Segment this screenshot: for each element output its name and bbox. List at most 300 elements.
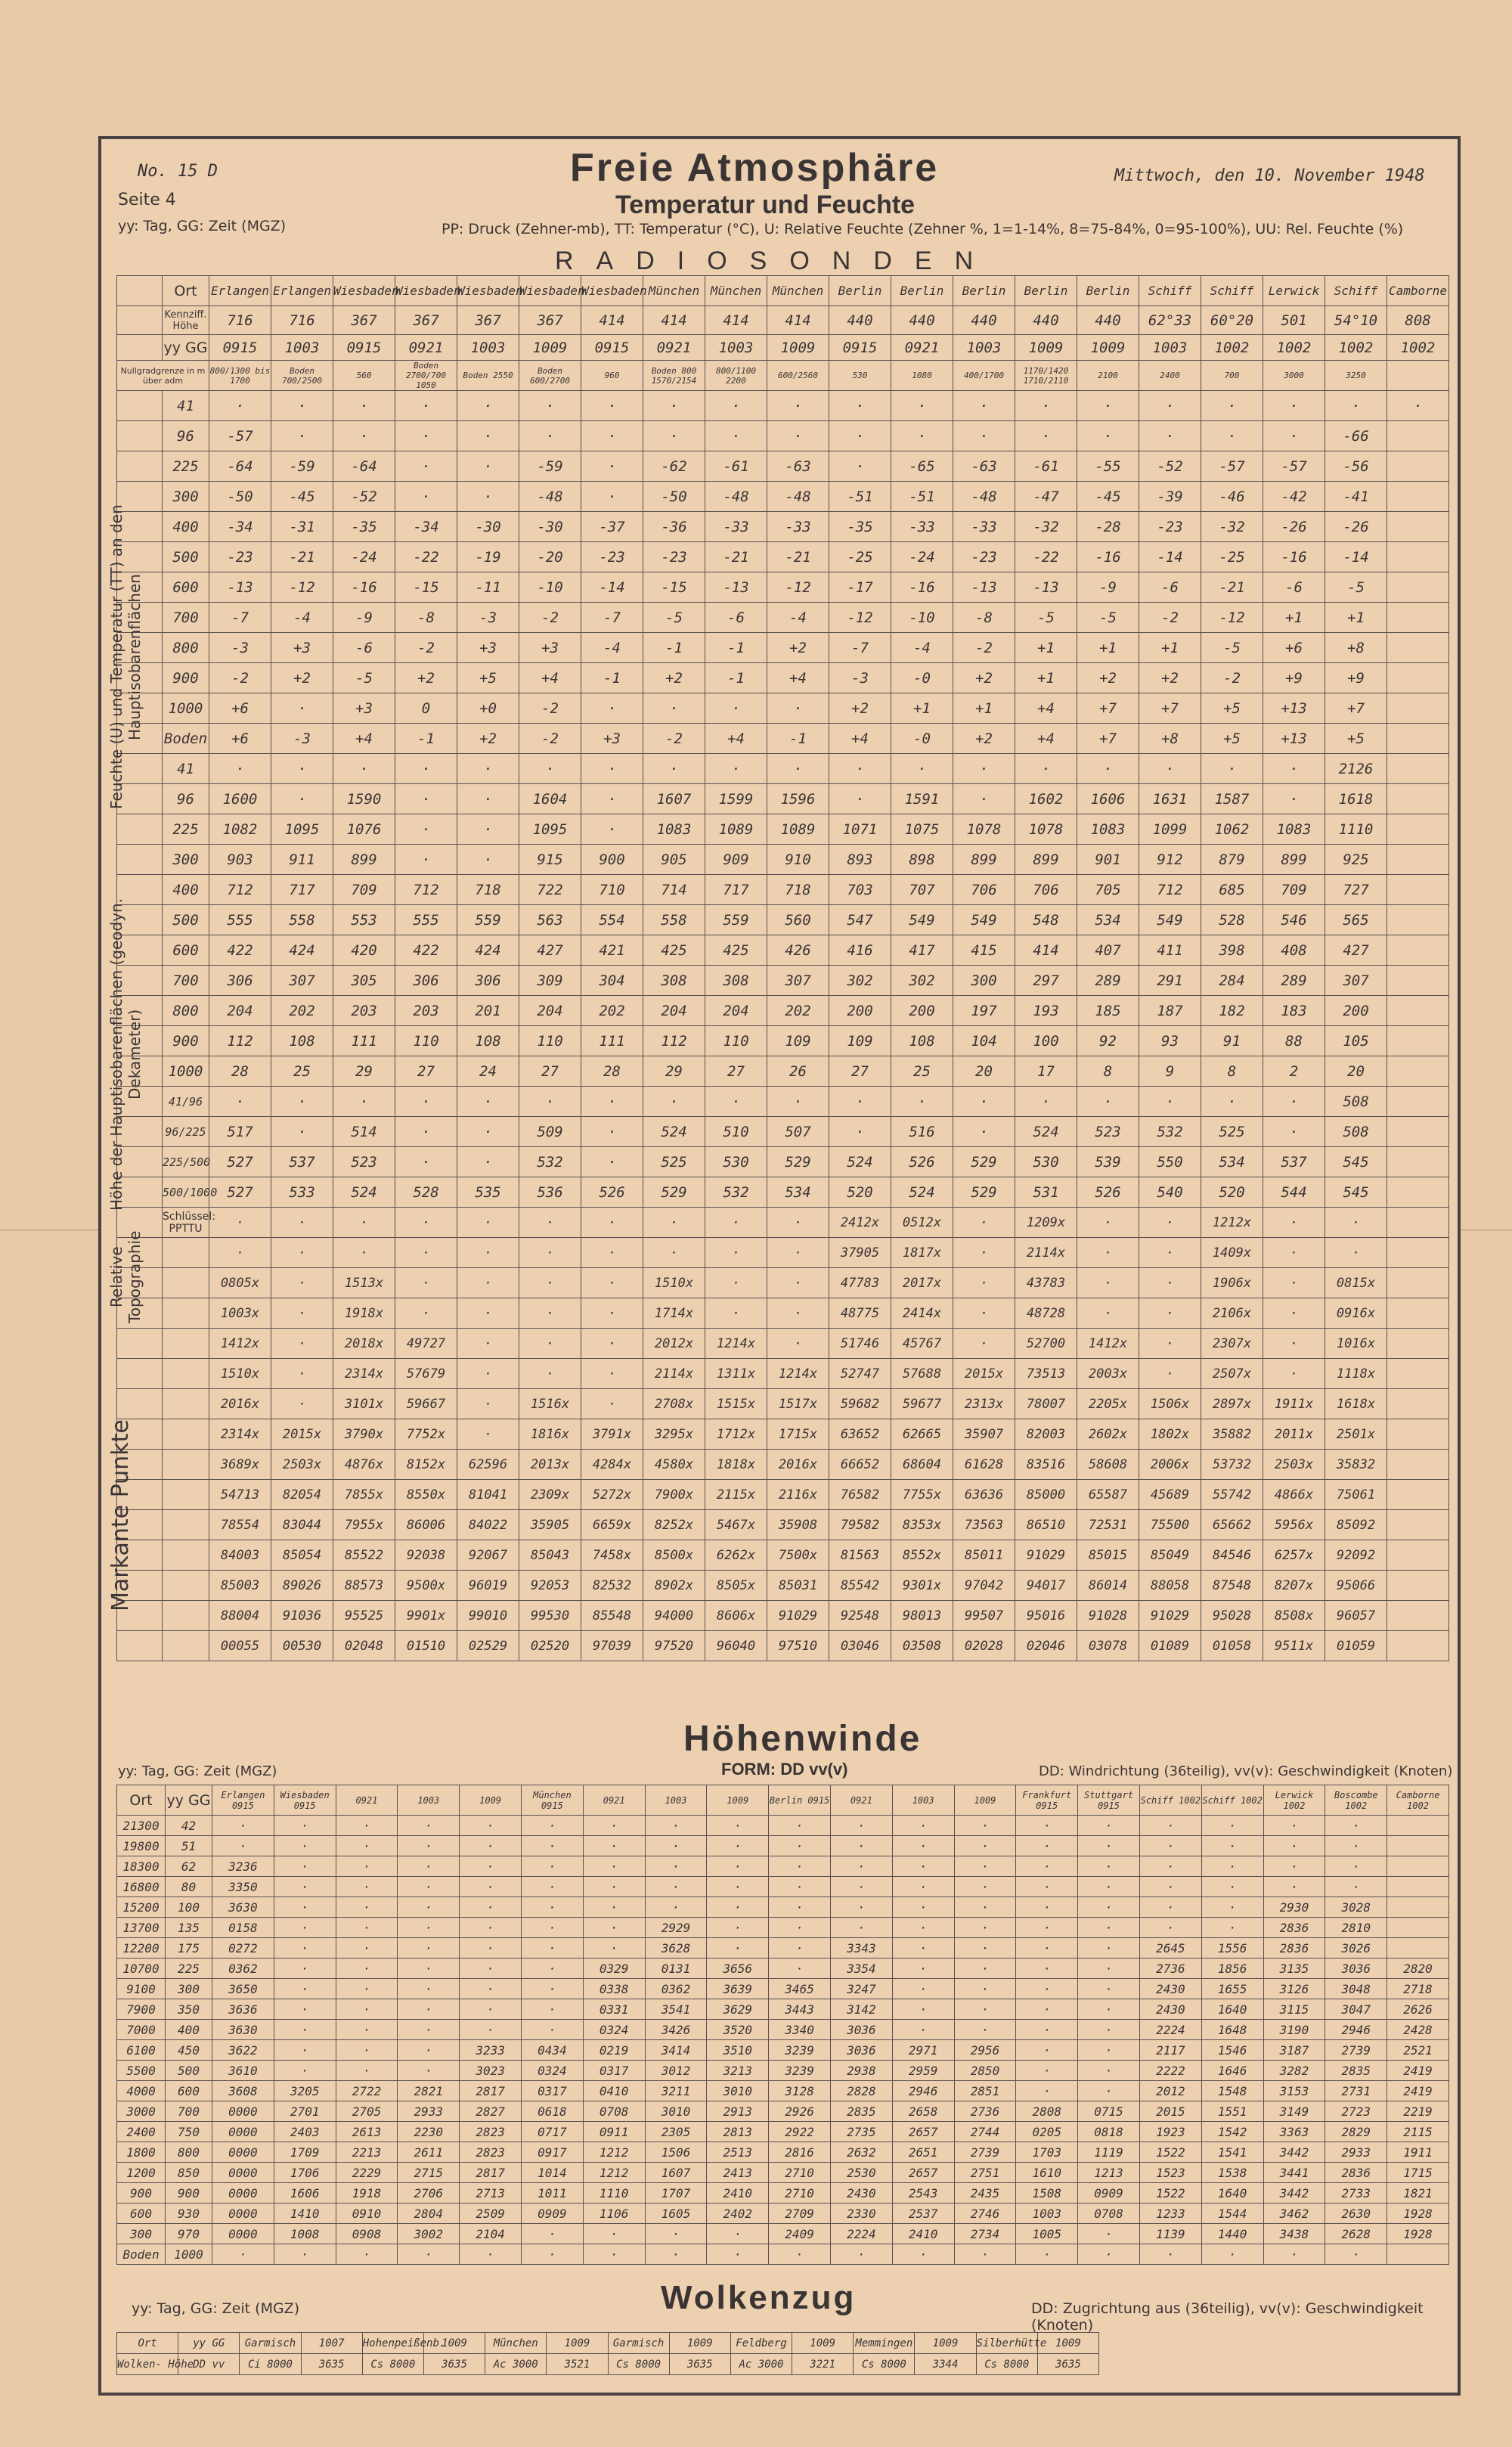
wind-value: · — [212, 1836, 274, 1856]
markant-value: · — [457, 1359, 519, 1389]
rel-level: 225/500 — [163, 1147, 209, 1177]
wind-value: 2922 — [769, 2122, 831, 2142]
geo-height-value: 879 — [1201, 845, 1263, 875]
temp-value: · — [829, 421, 891, 451]
geo-height-value: 109 — [829, 1026, 891, 1056]
wind-value: 3236 — [212, 1856, 274, 1877]
geo-height-value: 718 — [457, 875, 519, 905]
station-height: 414 — [643, 306, 705, 335]
markant-value: 86006 — [395, 1510, 457, 1540]
geo-height-value: 425 — [643, 935, 705, 966]
wind-value: · — [645, 1856, 707, 1877]
wind-value: 2933 — [1325, 2142, 1387, 2163]
rel-topo-value: 524 — [891, 1177, 953, 1208]
wind-value: 1119 — [1078, 2142, 1140, 2163]
rel-topo-value: 526 — [891, 1147, 953, 1177]
geo-height-value: 909 — [705, 845, 767, 875]
wind-height: 21300 — [117, 1816, 166, 1836]
geo-height-value: · — [953, 784, 1015, 814]
geo-height-value: 183 — [1263, 996, 1325, 1026]
wind-value: 1014 — [521, 2163, 583, 2183]
rel-topo-value: 526 — [581, 1177, 643, 1208]
station-name: Camborne — [1387, 276, 1449, 306]
geo-height-value: 420 — [333, 935, 395, 966]
markant-value: 4866x — [1263, 1480, 1325, 1510]
wind-value: · — [460, 1877, 522, 1897]
wind-value: 0000 — [212, 2163, 274, 2183]
rel-topo-value: 525 — [1201, 1117, 1263, 1147]
temp-value: -2 — [1139, 603, 1201, 633]
cloud-header: 1007 — [301, 2333, 362, 2354]
wind-value: · — [892, 1877, 954, 1897]
wind-value: 1410 — [274, 2204, 336, 2224]
geo-height-value: 1083 — [1263, 814, 1325, 845]
temp-value: -12 — [1201, 603, 1263, 633]
wind-value: 3462 — [1263, 2204, 1325, 2224]
wind-value: · — [398, 1938, 460, 1959]
markant-value: 94000 — [643, 1601, 705, 1631]
temp-value: -26 — [1263, 512, 1325, 542]
wind-pressure: 450 — [166, 2040, 212, 2061]
markant-value — [1387, 1480, 1449, 1510]
wind-value: 2613 — [336, 2122, 398, 2142]
markant-value: 35908 — [767, 1510, 829, 1540]
schluessel-label: Schlüssel: PPTTU — [163, 1208, 209, 1238]
wind-value — [1387, 1856, 1449, 1877]
temp-value: · — [891, 421, 953, 451]
station-name: Schiff — [1325, 276, 1387, 306]
cloud-value: 3521 — [547, 2354, 608, 2375]
markant-value: 92067 — [457, 1540, 519, 1571]
rel-topo-value: · — [829, 1117, 891, 1147]
temp-value: -3 — [209, 633, 271, 663]
markant-value: · — [333, 1238, 395, 1268]
temp-value: -10 — [891, 603, 953, 633]
wind-value: · — [1078, 1897, 1140, 1918]
wind-value: 2428 — [1387, 2020, 1449, 2040]
obs-time: 1003 — [271, 335, 333, 361]
wind-ort-label: Ort — [117, 1785, 166, 1816]
wind-value: 3048 — [1325, 1979, 1387, 1999]
markant-value: 96040 — [705, 1631, 767, 1661]
cloud-header: 1009 — [792, 2333, 854, 2354]
obs-time: 1002 — [1201, 335, 1263, 361]
temp-value: -16 — [1263, 542, 1325, 572]
zero-level-value: 600/2560 — [767, 361, 829, 391]
temp-value: · — [333, 391, 395, 421]
temp-value — [1387, 603, 1449, 633]
zero-level-value: 3000 — [1263, 361, 1325, 391]
temp-value: · — [519, 391, 581, 421]
pressure-level: 300 — [163, 845, 209, 875]
cloud-value: Wolken- Höhe — [117, 2354, 178, 2375]
rel-topo-value: 532 — [1139, 1117, 1201, 1147]
wind-value: 3247 — [830, 1979, 892, 1999]
markant-value: · — [519, 1329, 581, 1359]
markant-value: 4580x — [643, 1450, 705, 1480]
temp-value: -24 — [891, 542, 953, 572]
geo-height-value: 17 — [1015, 1056, 1077, 1087]
markant-row — [117, 1389, 1449, 1419]
wind-row — [117, 1979, 1449, 1999]
temp-value: -4 — [581, 633, 643, 663]
markant-value: 02028 — [953, 1631, 1015, 1661]
geo-height-value: 203 — [395, 996, 457, 1026]
geo-height-value: 111 — [333, 1026, 395, 1056]
wind-value: 2626 — [1387, 1999, 1449, 2020]
wind-station: Erlangen 0915 — [212, 1785, 274, 1816]
temp-value: · — [581, 391, 643, 421]
temp-value: -48 — [519, 482, 581, 512]
markant-value: · — [271, 1359, 333, 1389]
wind-value: · — [1078, 2081, 1140, 2101]
temp-value: · — [643, 421, 705, 451]
cloud-value: Cs 8000 — [976, 2354, 1037, 2375]
schluessel-label — [163, 1268, 209, 1298]
station-height: 716 — [271, 306, 333, 335]
geo-height-value: 424 — [271, 935, 333, 966]
wind-height: 12200 — [117, 1938, 166, 1959]
wind-row — [117, 1897, 1449, 1918]
wind-value: 3639 — [707, 1979, 769, 1999]
temp-value: -50 — [643, 482, 705, 512]
wind-value: 2733 — [1325, 2183, 1387, 2204]
markant-value: · — [1139, 1268, 1201, 1298]
markant-value: 79582 — [829, 1510, 891, 1540]
wind-value: · — [1078, 1979, 1140, 1999]
wind-value: · — [460, 1816, 522, 1836]
markant-value: 65587 — [1077, 1480, 1139, 1510]
temp-value: -10 — [519, 572, 581, 603]
markant-value: · — [1263, 1298, 1325, 1329]
section-spacer — [117, 391, 163, 421]
wind-value: · — [1016, 1836, 1078, 1856]
markant-value: 03508 — [891, 1631, 953, 1661]
markant-value: 9511x — [1263, 1631, 1325, 1661]
rel-topo-value: 539 — [1077, 1147, 1139, 1177]
markant-value: 35882 — [1201, 1419, 1263, 1450]
wind-value: 2709 — [769, 2204, 831, 2224]
temp-value: -8 — [395, 603, 457, 633]
markant-value: 8552x — [891, 1540, 953, 1571]
markant-value: 2314x — [209, 1419, 271, 1450]
wind-value: 0317 — [583, 2061, 645, 2081]
kennziffer-label: Kennziff. Höhe — [163, 306, 209, 335]
geo-height-value: · — [457, 784, 519, 814]
wind-value: 1523 — [1139, 2163, 1201, 2183]
wind-value: · — [212, 1816, 274, 1836]
rel-topo-value: · — [395, 1117, 457, 1147]
rel-topo-value: · — [953, 1087, 1015, 1117]
station-height: 440 — [1077, 306, 1139, 335]
markant-value: 45689 — [1139, 1480, 1201, 1510]
geo-height-row — [117, 966, 1449, 996]
markant-row — [117, 1208, 1449, 1238]
rel-topo-value: 535 — [457, 1177, 519, 1208]
cloud-value: Cs 8000 — [608, 2354, 669, 2375]
wind-value: 2926 — [769, 2101, 831, 2122]
geo-height-value: 304 — [581, 966, 643, 996]
wind-value: · — [1325, 1856, 1387, 1877]
wind-value: · — [830, 2244, 892, 2265]
wind-value: 3233 — [460, 2040, 522, 2061]
temp-value: -23 — [643, 542, 705, 572]
wind-value: 2632 — [830, 2142, 892, 2163]
geo-height-value: · — [395, 784, 457, 814]
zero-level-value: 1170/1420 1710/2110 — [1015, 361, 1077, 391]
geo-height-value: 93 — [1139, 1026, 1201, 1056]
wind-height: 1200 — [117, 2163, 166, 2183]
wind-value: 2403 — [274, 2122, 336, 2142]
geo-height-value: 546 — [1263, 905, 1325, 935]
wind-height: 13700 — [117, 1918, 166, 1938]
wind-value: · — [707, 1877, 769, 1897]
schluessel-label — [163, 1389, 209, 1419]
corner-cell — [117, 335, 163, 361]
rel-topo-value: · — [829, 1087, 891, 1117]
geo-height-value: 549 — [953, 905, 1015, 935]
wind-value: 2410 — [892, 2224, 954, 2244]
wind-value: 1548 — [1201, 2081, 1263, 2101]
wind-value: 0000 — [212, 2142, 274, 2163]
markant-row — [117, 1450, 1449, 1480]
geo-height-value: 112 — [643, 1026, 705, 1056]
wind-value: 0717 — [521, 2122, 583, 2142]
geo-height-value: 408 — [1263, 935, 1325, 966]
geo-height-value: 306 — [395, 966, 457, 996]
wind-value: 2513 — [707, 2142, 769, 2163]
markant-value: 97520 — [643, 1631, 705, 1661]
markant-value: 01510 — [395, 1631, 457, 1661]
schluessel-label — [163, 1480, 209, 1510]
markant-value: 95028 — [1201, 1601, 1263, 1631]
temp-value: · — [1387, 391, 1449, 421]
markant-value: 2503x — [271, 1450, 333, 1480]
cloud-value: 3221 — [792, 2354, 854, 2375]
wind-value: 0917 — [521, 2142, 583, 2163]
wind-value: 2971 — [892, 2040, 954, 2061]
wind-value: · — [1325, 1836, 1387, 1856]
geo-height-value: 27 — [705, 1056, 767, 1087]
wind-value: 3520 — [707, 2020, 769, 2040]
wind-value: · — [336, 1979, 398, 1999]
wind-value: 1541 — [1201, 2142, 1263, 2163]
rel-topo-value: 534 — [1201, 1147, 1263, 1177]
wind-value: · — [1201, 2244, 1263, 2265]
temp-value: -22 — [395, 542, 457, 572]
wind-pressure: 500 — [166, 2061, 212, 2081]
geo-height-value: 306 — [209, 966, 271, 996]
wind-value: 3610 — [212, 2061, 274, 2081]
wind-value: · — [521, 2020, 583, 2040]
wind-value: 2821 — [398, 2081, 460, 2101]
wind-height: 15200 — [117, 1897, 166, 1918]
zero-level-value: Boden 800 1570/2154 — [643, 361, 705, 391]
geo-height-value: 925 — [1325, 845, 1387, 875]
wind-value: · — [460, 2020, 522, 2040]
geo-height-value: 25 — [271, 1056, 333, 1087]
wind-station: 1003 — [892, 1785, 954, 1816]
geo-height-value: 905 — [643, 845, 705, 875]
wind-pressure: 135 — [166, 1918, 212, 1938]
temp-value: +6 — [209, 724, 271, 754]
temp-value: -9 — [333, 603, 395, 633]
wind-value: 0911 — [583, 2122, 645, 2142]
wind-value: · — [1016, 1897, 1078, 1918]
wind-value: · — [521, 1856, 583, 1877]
rel-topo-value: 527 — [209, 1147, 271, 1177]
geo-height-value: 712 — [1139, 875, 1201, 905]
wind-value: · — [274, 1959, 336, 1979]
wind-value: · — [398, 1856, 460, 1877]
page-subtitle: Temperatur und Feuchte — [615, 191, 916, 219]
markant-value: 85542 — [829, 1571, 891, 1601]
wind-value: 2705 — [336, 2101, 398, 2122]
geo-height-value — [1387, 784, 1449, 814]
geo-height-value: 2126 — [1325, 754, 1387, 784]
geo-height-value: 110 — [395, 1026, 457, 1056]
geo-height-value — [1387, 1056, 1449, 1087]
rel-topo-value: 529 — [643, 1177, 705, 1208]
temp-row — [117, 663, 1449, 693]
markant-value: · — [767, 1208, 829, 1238]
rel-topo-value: 524 — [1015, 1117, 1077, 1147]
geo-height-value: 901 — [1077, 845, 1139, 875]
geo-height-value: · — [1263, 784, 1325, 814]
wind-value: 0331 — [583, 1999, 645, 2020]
temp-value: +13 — [1263, 724, 1325, 754]
temp-value: -16 — [1077, 542, 1139, 572]
wind-value: · — [398, 1836, 460, 1856]
station-height: 367 — [395, 306, 457, 335]
wind-value: · — [460, 1979, 522, 1999]
wind-value: · — [892, 2020, 954, 2040]
wind-value: · — [892, 1816, 954, 1836]
markant-value: 85049 — [1139, 1540, 1201, 1571]
temp-value: · — [1139, 421, 1201, 451]
markant-value: · — [519, 1298, 581, 1329]
wind-value: · — [274, 2244, 336, 2265]
station-name: Berlin — [953, 276, 1015, 306]
markant-value: 78007 — [1015, 1389, 1077, 1419]
pressure-level: 800 — [163, 996, 209, 1026]
station-name: Wiesbaden — [581, 276, 643, 306]
wind-value: 0158 — [212, 1918, 274, 1938]
wind-value: · — [954, 1999, 1016, 2020]
wind-pressure: 930 — [166, 2204, 212, 2224]
geo-height-value: · — [457, 814, 519, 845]
wind-value — [1387, 1938, 1449, 1959]
markant-value: 02529 — [457, 1631, 519, 1661]
markant-value: 91029 — [1015, 1540, 1077, 1571]
wind-value: 1606 — [274, 2183, 336, 2204]
wind-value: 2938 — [830, 2061, 892, 2081]
wind-value: · — [274, 1979, 336, 1999]
markant-value: · — [271, 1389, 333, 1419]
wind-value: · — [1078, 1938, 1140, 1959]
wind-value: 2828 — [830, 2081, 892, 2101]
wind-value: 2419 — [1387, 2081, 1449, 2101]
markant-value: 2503x — [1263, 1450, 1325, 1480]
temp-value: +1 — [1015, 633, 1077, 663]
obs-time: 1002 — [1325, 335, 1387, 361]
wolkenzug-time-key: yy: Tag, GG: Zeit (MGZ) — [132, 2300, 300, 2317]
geo-height-value: 559 — [457, 905, 519, 935]
geo-height-value — [1387, 996, 1449, 1026]
markant-value: 97039 — [581, 1631, 643, 1661]
markant-value: 47783 — [829, 1268, 891, 1298]
radiosonde-table — [116, 275, 1449, 1661]
geo-height-row — [117, 875, 1449, 905]
markant-value: 1618x — [1325, 1389, 1387, 1419]
geo-height-value: · — [457, 845, 519, 875]
station-name: Erlangen — [209, 276, 271, 306]
markant-value: · — [1263, 1268, 1325, 1298]
wind-value: 2827 — [460, 2101, 522, 2122]
wind-value: · — [1139, 1856, 1201, 1877]
temp-value: -14 — [1139, 542, 1201, 572]
temp-value: -14 — [581, 572, 643, 603]
geo-height-value: 1631 — [1139, 784, 1201, 814]
wind-value: · — [460, 1918, 522, 1938]
temp-value: -61 — [1015, 451, 1077, 482]
markant-value: 8353x — [891, 1510, 953, 1540]
zero-level-value: Boden 600/2700 — [519, 361, 581, 391]
markant-value: 63652 — [829, 1419, 891, 1450]
wind-value: · — [1078, 1816, 1140, 1836]
markant-row — [117, 1510, 1449, 1540]
wind-height: 900 — [117, 2183, 166, 2204]
wind-value: 2731 — [1325, 2081, 1387, 2101]
wind-value: · — [521, 1877, 583, 1897]
wind-value: · — [1016, 1999, 1078, 2020]
zero-level-value: Boden 2700/700 1050 — [395, 361, 457, 391]
temp-value: -51 — [891, 482, 953, 512]
rel-topo-value: 550 — [1139, 1147, 1201, 1177]
wind-value: 3023 — [460, 2061, 522, 2081]
temp-value — [1387, 451, 1449, 482]
pressure-level: 500 — [163, 542, 209, 572]
wind-value: 0715 — [1078, 2101, 1140, 2122]
temp-value: -11 — [457, 572, 519, 603]
markant-value: 91028 — [1077, 1601, 1139, 1631]
wind-value: 3149 — [1263, 2101, 1325, 2122]
markant-value: 53732 — [1201, 1450, 1263, 1480]
wind-height: Boden — [117, 2244, 166, 2265]
wind-value: · — [336, 1877, 398, 1897]
geo-height-value: 204 — [643, 996, 705, 1026]
markant-value: 73563 — [953, 1510, 1015, 1540]
geo-height-value: 1078 — [953, 814, 1015, 845]
markant-value: 1516x — [519, 1389, 581, 1419]
wind-value: · — [1078, 1856, 1140, 1877]
markant-value: 75500 — [1139, 1510, 1201, 1540]
temp-value: · — [395, 391, 457, 421]
wind-value: 1648 — [1201, 2020, 1263, 2040]
geo-height-value: · — [395, 814, 457, 845]
markant-value — [1387, 1238, 1449, 1268]
wind-value: · — [274, 1999, 336, 2020]
wind-value: 1856 — [1201, 1959, 1263, 1979]
markant-value: 1118x — [1325, 1359, 1387, 1389]
wind-value: 2804 — [398, 2204, 460, 2224]
temp-value: -34 — [395, 512, 457, 542]
markant-value: 59677 — [891, 1389, 953, 1419]
geo-height-value: 903 — [209, 845, 271, 875]
markant-value: 7755x — [891, 1480, 953, 1510]
markant-value: 85054 — [271, 1540, 333, 1571]
zero-level-value: Boden 700/2500 — [271, 361, 333, 391]
